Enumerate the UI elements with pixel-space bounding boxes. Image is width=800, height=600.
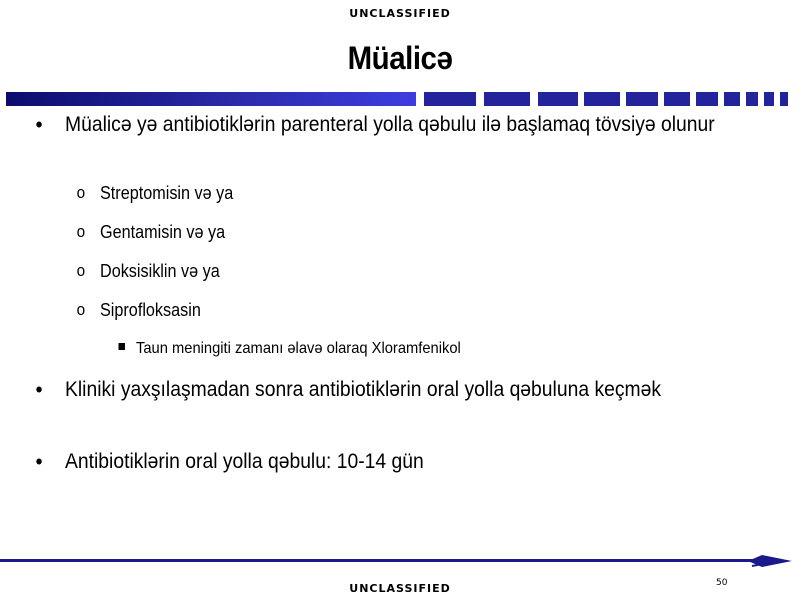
page-number: 50	[716, 578, 728, 588]
sub-sub-bullet-text: Taun meningiti zamanı əlavə olaraq Xloramfenikol	[136, 340, 461, 357]
sub-bullet-text: Streptomisin və ya	[100, 183, 234, 203]
bullet-item	[35, 110, 741, 139]
title-bar-segment	[764, 92, 774, 106]
title-bar-segment	[584, 92, 620, 106]
classification-banner-bottom: UNCLASSIFIED	[349, 582, 451, 595]
title-underline-bar	[6, 92, 796, 106]
sub-bullet-text: Siprofloksasin	[100, 300, 201, 320]
title-bar-segment	[424, 92, 476, 106]
bullet-text: Kliniki yaxşılaşmadan sonra antibiotiklərin oral yolla qəbuluna keçmək	[65, 378, 662, 401]
footer-rule	[0, 559, 760, 562]
arrow-icon	[748, 552, 792, 570]
bullet-item	[35, 447, 424, 476]
sub-bullet-circle-icon: o	[76, 261, 86, 280]
sub-bullet-text: Doksisiklin və ya	[100, 261, 220, 281]
bullet-item	[35, 375, 741, 404]
sub-bullet-circle-icon: o	[76, 300, 86, 319]
bullet-dot-icon: •	[35, 449, 43, 474]
bullet-text: Antibiotiklərin oral yolla qəbulu: 10-14 gün	[65, 450, 424, 473]
title-bar-segment	[696, 92, 718, 106]
sub-bullet-circle-icon: o	[76, 183, 86, 202]
bullet-dot-icon: •	[35, 112, 43, 137]
sub-bullet-text: Gentamisin və ya	[100, 222, 226, 242]
title-bar-segment	[780, 92, 788, 106]
title-bar-segment	[538, 92, 578, 106]
sub-sub-bullet-item	[136, 339, 461, 359]
bullet-dot-icon: •	[35, 377, 43, 402]
title-bar-segment	[746, 92, 758, 106]
classification-banner-top: UNCLASSIFIED	[349, 7, 451, 20]
slide-title: Müalicə	[347, 40, 453, 76]
sub-bullet-item	[76, 182, 234, 204]
title-bar-gradient	[6, 92, 416, 106]
bullet-text: Müalicə yə antibiotiklərin parenteral yolla qəbulu ilə başlamaq tövsiyə olunur	[65, 113, 715, 136]
sub-bullet-circle-icon: o	[76, 222, 86, 241]
title-bar-segment	[626, 92, 658, 106]
title-bar-segment	[664, 92, 690, 106]
sub-bullet-item	[76, 221, 226, 243]
title-bar-segment	[484, 92, 530, 106]
square-bullet-icon	[119, 343, 125, 350]
title-bar-segment	[724, 92, 740, 106]
sub-bullet-item	[76, 299, 201, 321]
sub-bullet-item	[76, 260, 220, 282]
